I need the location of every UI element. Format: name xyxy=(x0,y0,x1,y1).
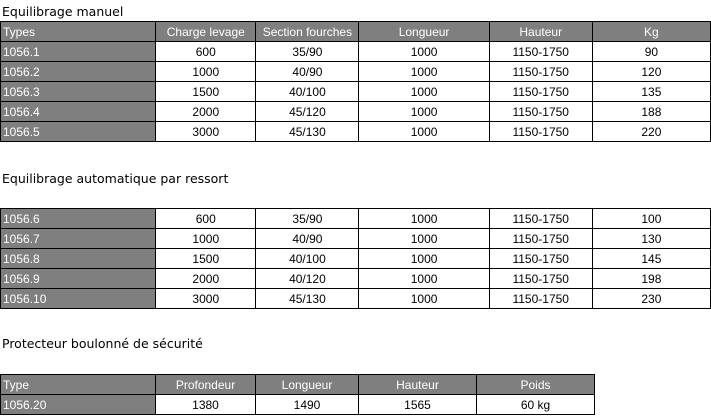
table-row xyxy=(1,102,711,122)
table-cell: 1150-1750 xyxy=(489,102,592,122)
table-cell: 40/100 xyxy=(256,82,359,102)
table-row xyxy=(1,62,711,82)
table-cell: 3000 xyxy=(156,122,256,142)
table-cell: 230 xyxy=(592,289,710,309)
column-header: Profondeur xyxy=(156,375,256,395)
table-cell: 1150-1750 xyxy=(489,209,592,229)
column-header: Hauteur xyxy=(359,375,477,395)
section-title-manual: Equilibrage manuel xyxy=(2,4,124,19)
column-header: Longueur xyxy=(359,22,489,42)
table-cell: 40/90 xyxy=(256,62,359,82)
manual-balancing-table xyxy=(0,21,711,142)
table-cell: 1150-1750 xyxy=(489,229,592,249)
table-header-row xyxy=(1,375,595,395)
table-cell: 1150-1750 xyxy=(489,269,592,289)
table-cell: 1500 xyxy=(156,82,256,102)
table-cell: 2000 xyxy=(156,102,256,122)
column-header: Types xyxy=(1,22,156,42)
table-cell: 1000 xyxy=(359,209,489,229)
table-cell: 1000 xyxy=(359,249,489,269)
table-cell: 1000 xyxy=(156,62,256,82)
table-cell: 100 xyxy=(592,209,710,229)
table-cell: 2000 xyxy=(156,269,256,289)
table-cell: 40/90 xyxy=(256,229,359,249)
table-cell: 1000 xyxy=(359,229,489,249)
table-row xyxy=(1,42,711,62)
table-cell: 1000 xyxy=(359,269,489,289)
table-cell: 45/130 xyxy=(256,122,359,142)
table-cell: 1000 xyxy=(359,42,489,62)
table-header-row xyxy=(1,22,711,42)
table-cell: 1565 xyxy=(359,395,477,415)
table-row xyxy=(1,229,711,249)
section-title-protector: Protecteur boulonné de sécurité xyxy=(2,336,203,351)
table-cell: 120 xyxy=(592,62,710,82)
table-cell: 60 kg xyxy=(477,395,595,415)
table-row xyxy=(1,82,711,102)
table-cell: 1000 xyxy=(359,289,489,309)
table-cell: 35/90 xyxy=(256,209,359,229)
table-cell: 45/130 xyxy=(256,289,359,309)
column-header: Poids xyxy=(477,375,595,395)
table-cell: 1380 xyxy=(156,395,256,415)
type-cell: 1056.20 xyxy=(1,395,156,415)
table-cell: 1490 xyxy=(256,395,359,415)
section-title-automatic: Equilibrage automatique par ressort xyxy=(2,171,229,186)
table-cell: 1150-1750 xyxy=(489,82,592,102)
type-cell: 1056.5 xyxy=(1,122,156,142)
table-row xyxy=(1,289,711,309)
table-cell: 1150-1750 xyxy=(489,42,592,62)
type-cell: 1056.8 xyxy=(1,249,156,269)
table-row xyxy=(1,249,711,269)
automatic-balancing-table xyxy=(0,208,711,309)
table-cell: 600 xyxy=(156,209,256,229)
table-cell: 35/90 xyxy=(256,42,359,62)
table-cell: 1500 xyxy=(156,249,256,269)
type-cell: 1056.1 xyxy=(1,42,156,62)
type-cell: 1056.4 xyxy=(1,102,156,122)
table-cell: 135 xyxy=(592,82,710,102)
column-header: Section fourches xyxy=(256,22,359,42)
table-cell: 1150-1750 xyxy=(489,249,592,269)
table-cell: 130 xyxy=(592,229,710,249)
column-header: Hauteur xyxy=(489,22,592,42)
table-cell: 1150-1750 xyxy=(489,289,592,309)
table-cell: 188 xyxy=(592,102,710,122)
column-header: Charge levage xyxy=(156,22,256,42)
type-cell: 1056.9 xyxy=(1,269,156,289)
column-header: Kg xyxy=(592,22,710,42)
table-cell: 3000 xyxy=(156,289,256,309)
table-cell: 1000 xyxy=(359,102,489,122)
table-cell: 40/100 xyxy=(256,249,359,269)
type-cell: 1056.3 xyxy=(1,82,156,102)
table-cell: 1150-1750 xyxy=(489,62,592,82)
column-header: Type xyxy=(1,375,156,395)
table-cell: 1000 xyxy=(156,229,256,249)
column-header: Longueur xyxy=(256,375,359,395)
table-cell: 1000 xyxy=(359,82,489,102)
table-row xyxy=(1,209,711,229)
table-cell: 90 xyxy=(592,42,710,62)
protector-table xyxy=(0,374,595,415)
table-cell: 600 xyxy=(156,42,256,62)
table-row xyxy=(1,269,711,289)
table-row xyxy=(1,122,711,142)
table-cell: 1000 xyxy=(359,122,489,142)
table-row xyxy=(1,395,595,415)
table-cell: 40/120 xyxy=(256,269,359,289)
type-cell: 1056.10 xyxy=(1,289,156,309)
type-cell: 1056.6 xyxy=(1,209,156,229)
table-cell: 1150-1750 xyxy=(489,122,592,142)
type-cell: 1056.7 xyxy=(1,229,156,249)
table-cell: 145 xyxy=(592,249,710,269)
table-cell: 198 xyxy=(592,269,710,289)
table-cell: 45/120 xyxy=(256,102,359,122)
type-cell: 1056.2 xyxy=(1,62,156,82)
table-cell: 1000 xyxy=(359,62,489,82)
table-cell: 220 xyxy=(592,122,710,142)
